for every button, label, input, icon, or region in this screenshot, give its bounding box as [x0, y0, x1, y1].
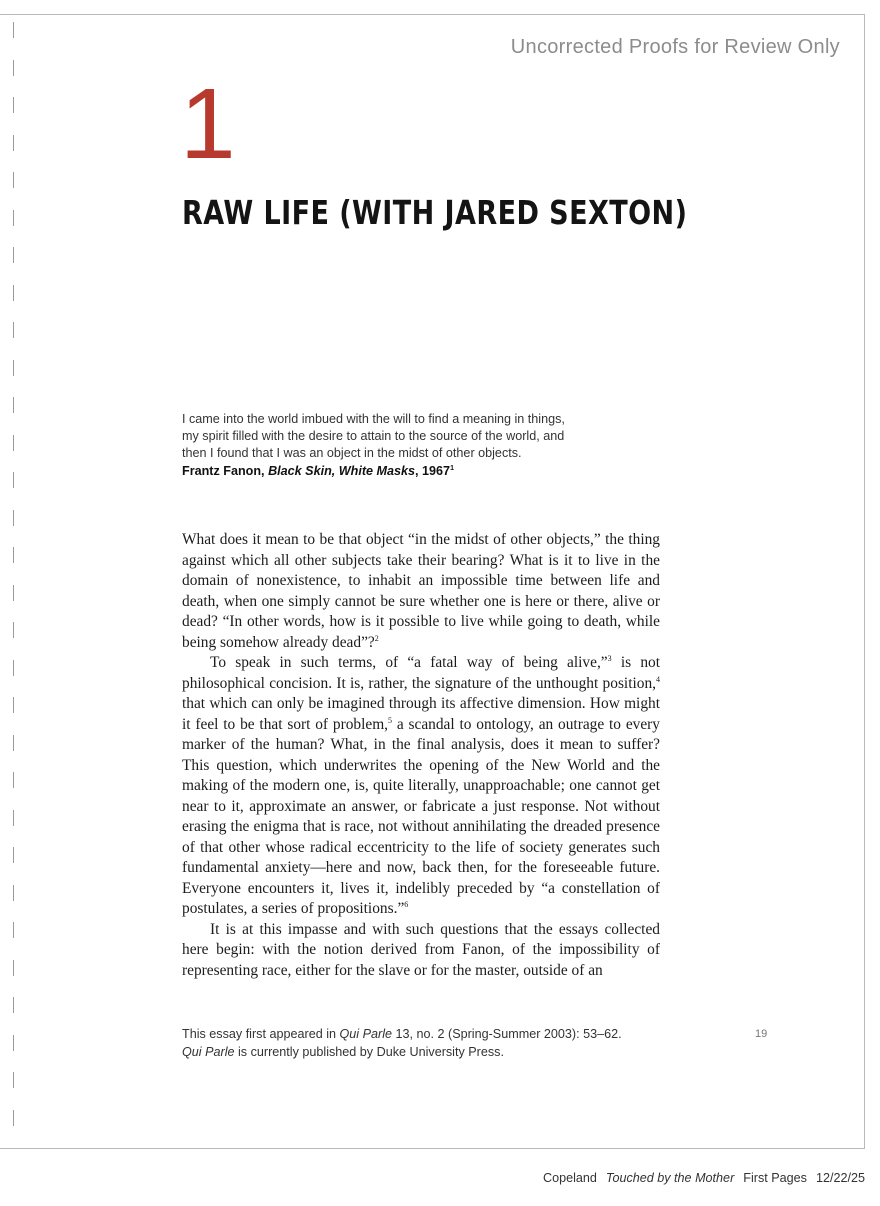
- slug-line: [534, 1171, 865, 1185]
- footnote-ref[interactable]: 3: [607, 653, 612, 663]
- crop-mark-tick: [13, 622, 14, 638]
- footnote-ref[interactable]: 4: [656, 674, 660, 684]
- source-note: [182, 1026, 702, 1061]
- crop-mark-tick: [13, 510, 14, 526]
- crop-mark-tick: [13, 172, 14, 188]
- crop-mark-tick: [13, 1035, 14, 1051]
- crop-mark-tick: [13, 997, 14, 1013]
- crop-mark-tick: [13, 360, 14, 376]
- epigraph-attribution: [182, 463, 582, 480]
- paragraph: It is at this impasse and with such questions that the essays collected here begin: with the notion derived from Fanon, of the impossibility of representing race, either for the slave or for the master, outside of an: [182, 920, 660, 979]
- journal-title: Qui Parle: [339, 1027, 392, 1041]
- paragraph: [182, 530, 660, 653]
- crop-mark-tick: [13, 585, 14, 601]
- slug-author: Copeland: [542, 1171, 597, 1185]
- crop-mark-tick: [13, 1072, 14, 1088]
- footnote-ref[interactable]: 5: [388, 715, 393, 725]
- paragraph-text: that which can only be imagined through its affective dimension. How might it feel to be that sort of problem,: [182, 695, 660, 733]
- paragraph-text: is not philosophical concision. It is, rather, the signature of the unthought position,: [182, 654, 660, 692]
- crop-mark-tick: [13, 285, 14, 301]
- slug-book-title: Touched by the Mother: [605, 1171, 735, 1185]
- epigraph: [182, 411, 582, 480]
- chapter-number: 1: [180, 68, 236, 180]
- crop-mark-tick: [13, 22, 14, 38]
- crop-mark-tick: [13, 885, 14, 901]
- crop-mark-tick: [13, 322, 14, 338]
- crop-mark-tick: [13, 435, 14, 451]
- epigraph-author: Frantz Fanon,: [182, 463, 265, 478]
- epigraph-quote: I came into the world imbued with the will to find a meaning in things, my spirit filled with the desire to attain to the source of the world, and then I found that I was an object in the midst of other objects.: [182, 412, 565, 461]
- crop-mark-tick: [13, 847, 14, 863]
- crop-mark-tick: [13, 922, 14, 938]
- crop-mark-tick: [13, 1110, 14, 1126]
- slug-date: 12/22/25: [815, 1171, 865, 1185]
- note-text: 13, no. 2 (Spring-Summer 2003): 53–62.: [392, 1027, 622, 1041]
- footnote-ref[interactable]: 1: [450, 464, 454, 472]
- paragraph-text: What does it mean to be that object “in the midst of other objects,” the thing against which all other subjects take their bearing? What is it to live in the domain of nonexistence, to inhabit an impossible time between life and death, when one simply cannot be sure whether one is here or there, alive or dead? “In other words, how is it possible to live while going to death, while being somehow already dead”?: [182, 531, 660, 651]
- epigraph-year: , 1967: [415, 463, 451, 478]
- crop-mark-tick: [13, 397, 14, 413]
- crop-mark-tick: [13, 697, 14, 713]
- crop-mark-tick: [13, 97, 14, 113]
- source-note-line-1: [182, 1026, 702, 1044]
- paragraph: [182, 653, 660, 920]
- footnote-ref[interactable]: 2: [374, 633, 379, 643]
- crop-mark-tick: [13, 772, 14, 788]
- crop-mark-tick: [13, 547, 14, 563]
- chapter-title: RAW LIFE (WITH JARED SEXTON): [182, 193, 688, 232]
- journal-title: Qui Parle: [182, 1044, 235, 1059]
- crop-mark-tick: [13, 735, 14, 751]
- body-text: [182, 530, 660, 981]
- slug-stage: First Pages: [743, 1171, 807, 1185]
- proof-notice: Uncorrected Proofs for Review Only: [510, 36, 840, 58]
- crop-mark-tick: [13, 247, 14, 263]
- footnote-ref[interactable]: 6: [404, 899, 409, 909]
- crop-marks: [13, 22, 15, 1142]
- epigraph-work: Black Skin, White Masks: [268, 463, 416, 478]
- crop-mark-tick: [13, 60, 14, 76]
- source-note-line-2: [182, 1044, 702, 1062]
- note-text: This essay first appeared in: [182, 1027, 340, 1041]
- paragraph-text: To speak in such terms, of “a fatal way of being alive,”: [210, 654, 608, 671]
- crop-mark-tick: [13, 472, 14, 488]
- note-text: is currently published by Duke University Press.: [234, 1044, 504, 1059]
- crop-mark-tick: [13, 660, 14, 676]
- crop-mark-tick: [13, 135, 14, 151]
- paragraph-text: a scandal to ontology, an outrage to every marker of the human? What, in the final analysis, does it mean to suffer? This question, which underwrites the opening of the New World and the making of the modern one, is, quite literally, unapproachable; one cannot get near to it, approximate an answer, or fabricate a just response. Not without erasing the enigma that is race, not without annihilating the dreaded presence of that other whose radical eccentricity to the life of society generates such fundamental anxiety—here and now, back then, for the foreseeable future. Everyone encounters it, lives it, indelibly preceded by “a constellation of postulates, a series of propositions.”: [182, 715, 660, 917]
- crop-mark-tick: [13, 810, 14, 826]
- crop-mark-tick: [13, 960, 14, 976]
- crop-mark-tick: [13, 210, 14, 226]
- page-number: 19: [755, 1028, 768, 1040]
